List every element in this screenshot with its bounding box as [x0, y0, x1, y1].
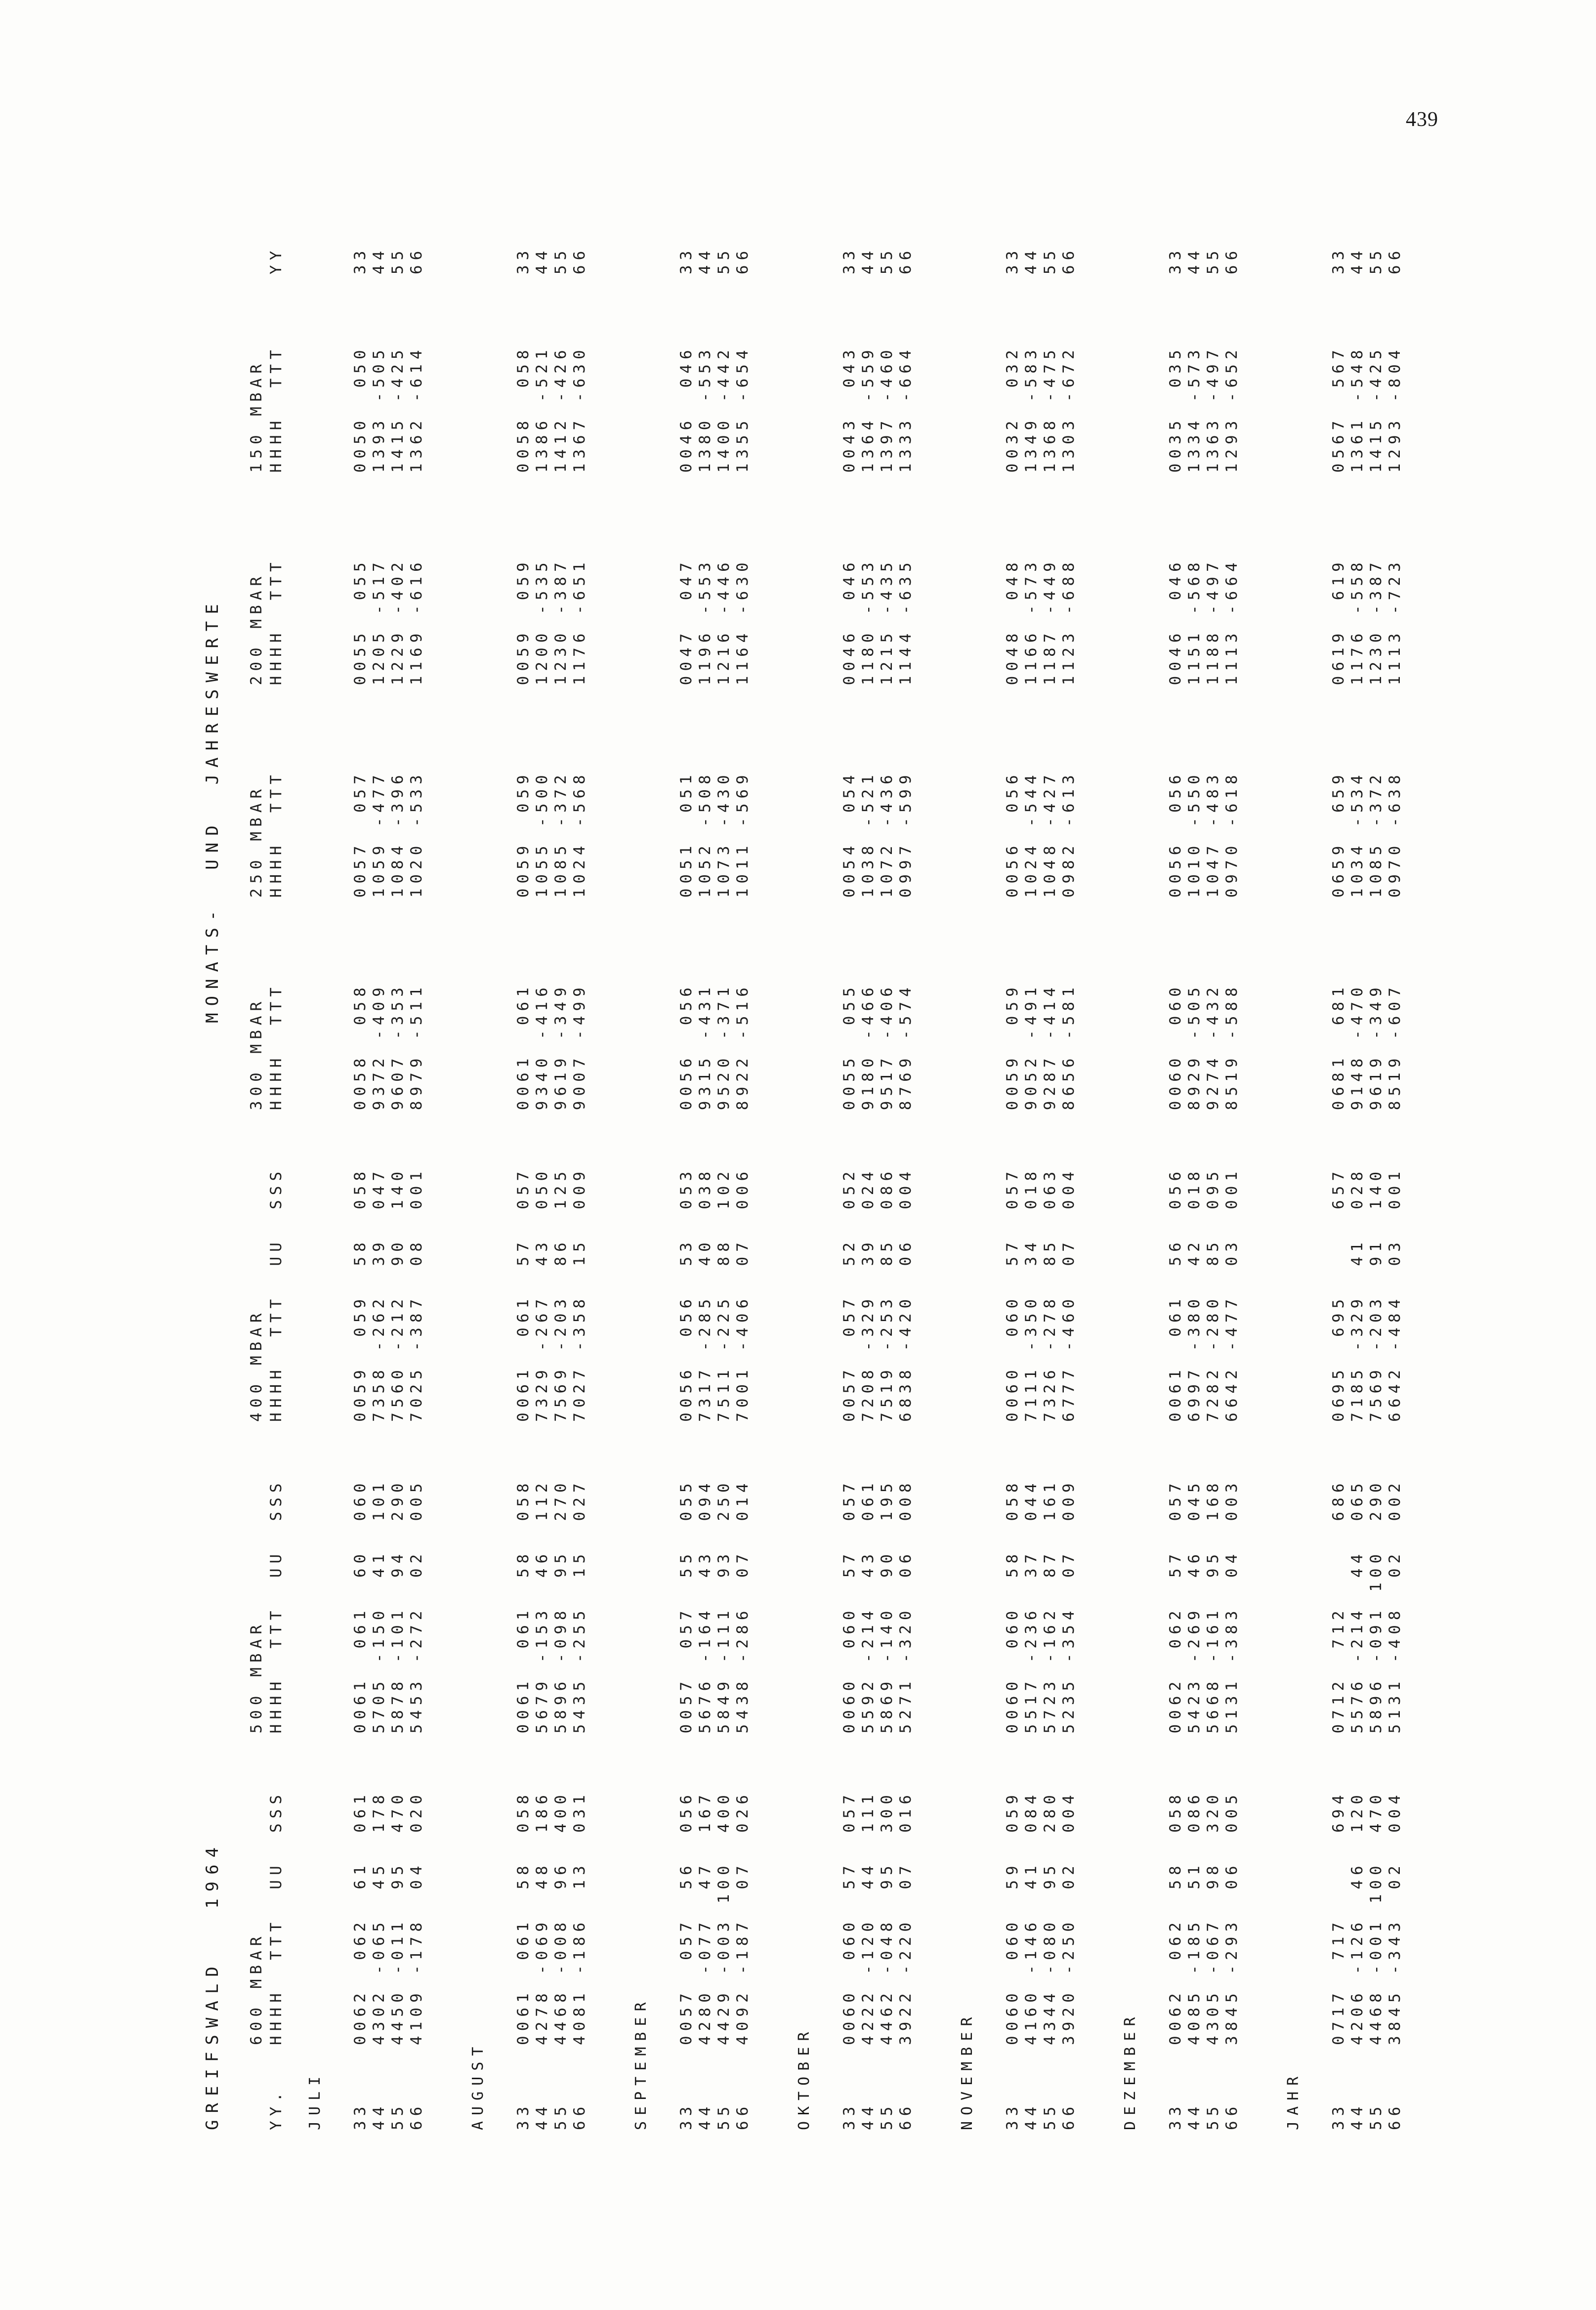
table-row: 55 4468 -001 100 470 5896 -091 100 290 7569 -203 91 140 9619 -349 1085 -372 1230 -387 1415 -425 55	[1367, 246, 1385, 2130]
table-row: 33 0057 057 56 056 0057 057 55 055 0056 056 53 053 0056 056 0051 051 0047 047 0046 046 33	[677, 246, 695, 2130]
table-row: 66 3845 -293 06 005 5131 -383 04 003 6642 -477 03 001 8519 -588 0970 -618 1113 -664 1293 -652 66	[1223, 246, 1241, 2130]
table-row: 33 0061 061 58 058 0061 061 58 058 0061 061 57 057 0061 061 0059 059 0059 059 0058 058 33	[514, 246, 532, 2130]
table-row: 66 4081 -186 13 031 5435 -255 15 027 7027 -358 15 009 9007 -499 1024 -568 1176 -651 1367 -630 66	[571, 246, 588, 2130]
block-title: NOVEMBER	[959, 2011, 976, 2130]
table-row: 66 3920 -250 02 004 5235 -354 07 009 6777 -460 07 004 8656 -581 0982 -613 1123 -688 1303 -672 66	[1060, 246, 1078, 2130]
table-row: 44 4160 -146 41 084 5517 -236 37 044 7111 -350 34 018 9052 -491 1024 -544 1166 -573 1349 -583 44	[1022, 246, 1040, 2130]
block-title: AUGUST	[469, 2041, 487, 2130]
header-columns: YY. HHHH TTT UU SSS HHHH TTT UU SSS HHHH TTT UU SSS HHHH TTT HHHH TTT HHHH TTT HHHH TTT YY	[267, 246, 285, 2130]
table-row: 66 4092 -187 07 026 5438 -286 07 014 7001 -406 07 006 8922 -516 1011 -569 1164 -630 1355 -654 66	[734, 246, 752, 2130]
table-row: 33 0062 062 58 058 0062 062 57 057 0061 061 56 056 0060 060 0056 056 0046 046 0035 035 33	[1167, 246, 1184, 2130]
table-row: 33 0062 062 61 061 0061 061 60 060 0059 059 58 058 0058 058 0057 057 0055 055 0050 050 33	[351, 246, 369, 2130]
table-row: 33 0717 717 694 0712 712 686 0695 695 657 0681 681 0659 659 0619 619 0567 567 33	[1330, 246, 1347, 2130]
table-row: 66 3845 -343 02 004 5131 -408 02 002 6642 -484 03 001 8519 -607 0970 -638 1113 -723 1293 -804 66	[1386, 246, 1404, 2130]
table-row: 66 3922 -220 07 016 5271 -320 06 008 6838 -420 06 004 8769 -574 0997 -599 1144 -635 1333 -664 66	[897, 246, 915, 2130]
station-title: GREIFSWALD 1964	[203, 1840, 222, 2130]
table-row: 55 4450 -011 95 470 5878 -101 94 290 7560 -212 90 140 9607 -353 1084 -396 1229 -402 1415 -425 55	[389, 246, 407, 2130]
block-title: SEPTEMBER	[632, 1996, 650, 2130]
table-row: 66 4109 -178 04 020 5453 -272 02 005 7025 -387 08 001 8979 -511 1020 -533 1169 -616 1362 -614 66	[408, 246, 425, 2130]
table-row: 44 4280 -077 47 167 5676 -164 43 094 7317 -285 40 038 9315 -431 1052 -508 1196 -553 1380 -553 44	[696, 246, 714, 2130]
block-title: OKTOBER	[796, 2026, 813, 2130]
table-row: 44 4302 -065 45 178 5705 -150 41 101 7358 -262 39 047 9372 -409 1059 -477 1205 -517 1393 -505 44	[370, 246, 388, 2130]
table-row: 44 4206 -126 46 120 5576 -214 44 065 7185 -329 41 028 9148 -470 1034 -534 1176 -558 1361 -548 44	[1348, 246, 1366, 2130]
block-title: JULI	[306, 2070, 324, 2130]
rotated-table	[203, 246, 1458, 2130]
page-number: 439	[1406, 108, 1438, 131]
table-row: 33 0060 060 59 059 0060 060 58 058 0060 060 57 057 0059 059 0056 056 0048 048 0032 032 33	[1004, 246, 1021, 2130]
table-row: 55 4468 -008 96 400 5896 -098 95 270 7569 -203 86 125 9619 -349 1085 -372 1230 -387 1412 -426 55	[552, 246, 570, 2130]
table-row: 44 4278 -069 48 186 5679 -153 46 112 7329 -267 43 050 9340 -416 1055 -500 1200 -535 1386 -521 44	[533, 246, 551, 2130]
table-row: 55 4305 -067 98 320 5668 -161 95 168 7282 -280 85 095 9274 -432 1047 -483 1188 -497 1363 -497 55	[1204, 246, 1222, 2130]
header-levels: 600 MBAR 500 MBAR 400 MBAR 300 MBAR 250 MBAR 200 MBAR 150 MBAR	[248, 359, 265, 2130]
table-title: MONATS- UND JAHRESWERTE	[203, 597, 222, 1023]
block-title: JAHR	[1285, 2070, 1302, 2130]
block-title: DEZEMBER	[1122, 2011, 1139, 2130]
table-row: 55 4344 -080 95 280 5723 -162 87 161 7326 -278 85 063 9287 -414 1048 -427 1187 -449 1368 -475 55	[1041, 246, 1059, 2130]
table-row: 55 4462 -048 95 300 5869 -140 90 195 7519 -253 85 086 9517 -406 1072 -436 1215 -435 1397 -460 55	[878, 246, 896, 2130]
table-row: 33 0060 060 57 057 0060 060 57 057 0057 057 52 052 0055 055 0054 054 0046 046 0043 043 33	[840, 246, 858, 2130]
table-row: 44 4222 -120 44 111 5592 -214 43 061 7208 -329 39 024 9180 -466 1038 -521 1180 -553 1364 -559 44	[859, 246, 877, 2130]
table-row: 44 4085 -185 51 086 5423 -269 46 045 6997 -380 42 018 8929 -505 1010 -550 1151 -568 1334 -573 44	[1185, 246, 1203, 2130]
table-row: 55 4429 -003 100 400 5849 -111 93 250 7511 -225 88 102 9520 -371 1073 -430 1216 -446 1400 -442 55	[715, 246, 733, 2130]
